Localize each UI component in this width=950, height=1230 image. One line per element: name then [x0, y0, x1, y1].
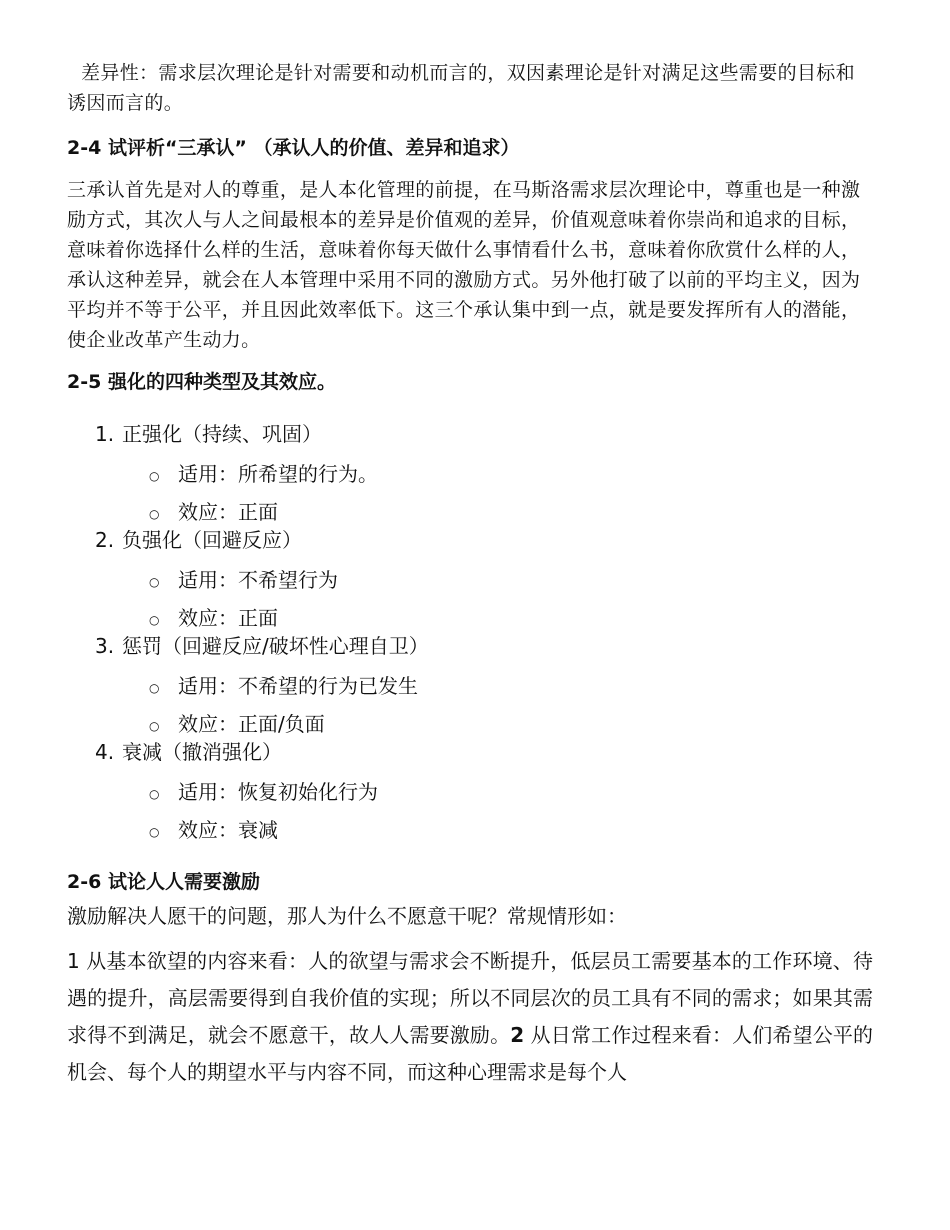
list-item-label: 正强化（持续、巩固）	[122, 422, 322, 446]
sub-list-item-text: 适用：不希望的行为已发生	[178, 674, 418, 698]
section-2-5-heading: 2-5 强化的四种类型及其效应。	[67, 371, 336, 393]
sub-list-item	[122, 817, 873, 843]
sub-list-item-text: 适用：所希望的行为。	[178, 462, 378, 486]
reinforcement-types-list	[67, 421, 873, 843]
sub-list-item-text: 效应：衰减	[178, 818, 278, 842]
circle-bullet-icon: ○	[149, 507, 160, 521]
sub-list-item-text: 效应：正面	[178, 606, 278, 630]
sub-list-item-text: 适用：不希望行为	[178, 568, 338, 592]
list-number: 3.	[95, 634, 115, 658]
list-item-label: 惩罚（回避反应/破坏性心理自卫）	[122, 634, 429, 658]
list-item	[67, 739, 873, 843]
list-number: 2.	[95, 528, 115, 552]
list-item	[67, 633, 873, 737]
sub-list	[122, 673, 873, 737]
body-text-part-2: 从日常工作过程来看：人们希望公平的机会、每个人的期望水平与内容不同，而这种心理需求是每个人	[67, 1023, 874, 1084]
circle-bullet-icon: ○	[149, 719, 160, 733]
circle-bullet-icon: ○	[149, 787, 160, 801]
section-2-4-body: 三承认首先是对人的尊重，是人本化管理的前提，在马斯洛需求层次理论中，尊重也是一种激励方式，其次人与人之间最根本的差异是价值观的差异，价值观意味着你崇尚和追求的目标，意味着你选择什么样的生活，意味着你每天做什么事情看什么书，意味着你欣赏什么样的人，承认这种差异，就会在人本管理中采用不同的激励方式。另外他打破了以前的平均主义，因为平均并不等于公平，并且因此效率低下。这三个承认集中到一点，就是要发挥所有人的潜能，使企业改革产生动力。	[67, 179, 861, 351]
sub-list	[122, 567, 873, 631]
section-2-6-lead: 激励解决人愿干的问题，那人为什么不愿意干呢？常规情形如：	[67, 904, 627, 928]
intro-paragraph: 差异性：需求层次理论是针对需要和动机而言的，双因素理论是针对满足这些需要的目标和诱因而言的。	[67, 62, 856, 114]
circle-bullet-icon: ○	[149, 613, 160, 627]
sub-list-item	[122, 567, 873, 593]
sub-list	[122, 461, 873, 525]
point-number-2: 2	[510, 1023, 525, 1047]
sub-list-item-text: 效应：正面/负面	[178, 712, 325, 736]
circle-bullet-icon: ○	[149, 825, 160, 839]
section-2-6-body	[67, 943, 873, 1091]
list-item-label: 负强化（回避反应）	[122, 528, 302, 552]
circle-bullet-icon: ○	[149, 681, 160, 695]
list-item	[67, 527, 873, 631]
section-2-4-heading: 2-4 试评析“三承认” （承认人的价值、差异和追求）	[67, 137, 520, 159]
sub-list-item-text: 效应：正面	[178, 500, 278, 524]
list-item-label: 衰减（撤消强化）	[122, 740, 282, 764]
body-text-part-1: 1 从基本欲望的内容来看：人的欲望与需求会不断提升，低层员工需要基本的工作环境、待遇的提升，高层需要得到自我价值的实现；所以不同层次的员工具有不同的需求；如果其需求得不到满足，就会不愿意干，故人人需要激励。	[67, 949, 873, 1047]
sub-list-item	[122, 461, 873, 487]
sub-list	[122, 779, 873, 843]
section-2-6-heading: 2-6 试论人人需要激励	[67, 871, 260, 893]
sub-list-item-text: 适用：恢复初始化行为	[178, 780, 378, 804]
list-item	[67, 421, 873, 525]
sub-list-item	[122, 779, 873, 805]
list-number: 4.	[95, 740, 115, 764]
sub-list-item	[122, 673, 873, 699]
circle-bullet-icon: ○	[149, 469, 160, 483]
circle-bullet-icon: ○	[149, 575, 160, 589]
sub-list-item	[122, 711, 873, 737]
list-number: 1.	[95, 422, 115, 446]
sub-list-item	[122, 605, 873, 631]
document-page	[67, 58, 873, 1091]
sub-list-item	[122, 499, 873, 525]
